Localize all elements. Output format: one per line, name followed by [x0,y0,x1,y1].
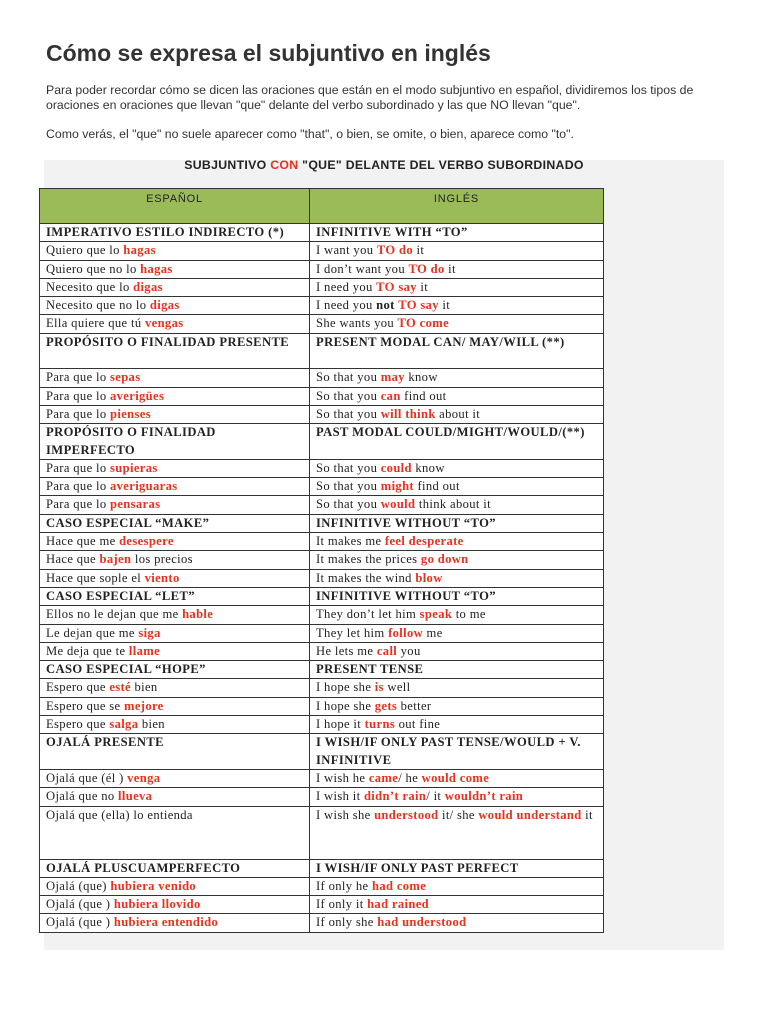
table-row [40,788,604,806]
highlighted-verb: vengas [144,316,184,331]
table-row [40,697,604,715]
cell-text: Necesito que lo [46,279,134,294]
spanish-cell [40,914,310,932]
highlighted-verb: desespere [119,534,174,549]
cell-text: think about it [415,497,491,512]
english-cell [310,224,604,242]
english-cell [310,587,604,605]
highlighted-verb: llueva [118,789,153,804]
highlighted-verb: hagas [123,243,156,258]
column-header-spanish: ESPAÑOL [40,189,310,224]
cell-text: If only he [316,878,372,893]
cell-text: Espero que [46,717,110,732]
cell-text: It makes the wind [316,570,416,585]
cell-text: Ojalá (que ) [46,915,114,930]
spanish-cell [40,624,310,642]
spanish-cell [40,859,310,877]
highlighted-verb: hubiera entendido [113,915,219,930]
english-cell [310,315,604,333]
cell-text: PAST MODAL COULD/MIGHT/WOULD/(**) [316,425,585,440]
cell-text: know [411,460,445,475]
english-cell [310,405,604,423]
spanish-cell [40,642,310,660]
highlighted-verb: came [368,770,399,785]
english-cell [310,877,604,895]
highlighted-verb: had come [371,878,427,893]
spanish-cell [40,278,310,296]
table-row [40,642,604,660]
highlighted-verb: had rained [367,897,430,912]
highlighted-verb: can [380,388,401,403]
table-row [40,679,604,697]
spanish-cell [40,679,310,697]
cell-text: OJALÁ PLUSCUAMPERFECTO [46,860,241,875]
cell-text: well [383,680,411,695]
highlighted-verb: hubiera llovido [113,897,201,912]
spanish-cell [40,788,310,806]
english-cell [310,478,604,496]
cell-text: it/ she [438,807,479,822]
spanish-cell [40,369,310,387]
spanish-cell [40,424,310,460]
spanish-cell [40,896,310,914]
highlighted-verb: would [380,497,416,512]
spanish-cell [40,716,310,734]
table-row [40,369,604,387]
cell-text: I need you [316,298,377,313]
spanish-cell [40,315,310,333]
english-cell [310,661,604,679]
cell-text: So that you [316,388,381,403]
highlighted-verb: call [376,643,398,658]
cell-text: I wish she [316,807,375,822]
english-cell [310,533,604,551]
cell-text: Ojalá (que) [46,878,111,893]
cell-text: So that you [316,479,381,494]
page-title: Cómo se expresa el subjuntivo en inglés [46,40,491,66]
highlighted-verb: understood [374,807,439,822]
cell-text: Hace que me [46,534,120,549]
caption-highlight: CON [270,158,299,172]
highlighted-verb: TO come [397,316,450,331]
cell-text: it [438,298,451,313]
english-cell [310,260,604,278]
cell-text: / he [398,770,422,785]
cell-text: it [416,279,429,294]
english-cell [310,734,604,770]
cell-text: know [404,370,438,385]
highlighted-verb: didn’t rain [363,789,427,804]
cell-text: I wish it [316,789,364,804]
cell-text: not [376,298,395,313]
english-cell [310,788,604,806]
section-row [40,424,604,460]
highlighted-verb: averiguaras [110,479,178,494]
highlighted-verb: venga [127,770,161,785]
english-cell [310,697,604,715]
table-row [40,551,604,569]
spanish-cell [40,242,310,260]
highlighted-verb: esté [109,680,131,695]
spanish-cell [40,697,310,715]
highlighted-verb: bajen [99,552,132,567]
cell-text: to me [452,607,486,622]
spanish-cell [40,387,310,405]
spanish-cell [40,551,310,569]
english-cell [310,369,604,387]
intro-paragraph: Para poder recordar cómo se dicen las oraciones que están en el modo subjuntivo en español, dividiremos los tipos de oraciones en oraciones que llevan "que" delante del verbo subordinado y las que NO llevan "que". [46,83,694,112]
cell-text: They don’t let him [316,607,420,622]
section-row [40,661,604,679]
english-cell [310,496,604,514]
highlighted-verb: TO do [408,261,445,276]
cell-text: Ojalá que no [46,789,119,804]
cell-text: So that you [316,497,381,512]
english-cell [310,624,604,642]
column-header-english: INGLÉS [310,189,604,224]
cell-text: Me deja que te [46,643,129,658]
cell-text: It makes me [316,534,385,549]
english-cell [310,387,604,405]
english-cell [310,242,604,260]
cell-text: PROPÓSITO O FINALIDAD IMPERFECTO [46,425,216,457]
cell-text: If only it [316,897,368,912]
english-cell [310,642,604,660]
table-row [40,242,604,260]
english-cell [310,806,604,859]
spanish-cell [40,606,310,624]
cell-text: INFINITIVE WITHOUT “TO” [316,588,496,603]
spanish-cell [40,806,310,859]
cell-text: out fine [395,717,441,732]
cell-text: Ojalá que (ella) lo entienda [46,807,193,822]
highlighted-verb: mejore [124,698,164,713]
highlighted-verb: pienses [110,406,151,421]
table-row [40,297,604,315]
cell-text: / it [426,789,445,804]
highlighted-verb: TO say [376,279,417,294]
cell-text: He lets me [316,643,377,658]
cell-text: I hope it [316,717,365,732]
highlighted-verb: could [380,460,412,475]
cell-text: Ellos no le dejan que me [46,607,183,622]
cell-text: it [581,807,593,822]
section-row [40,333,604,369]
highlighted-verb: pensaras [110,497,161,512]
english-cell [310,569,604,587]
cell-text: I want you [316,243,377,258]
cell-text: Necesito que no lo [46,298,150,313]
cell-text: I hope she [316,680,375,695]
cell-text: She wants you [316,316,398,331]
cell-text: I WISH/IF ONLY PAST PERFECT [316,860,519,875]
spanish-cell [40,478,310,496]
table-row [40,896,604,914]
cell-text: bien [131,680,158,695]
cell-text: Para que lo [46,406,111,421]
highlighted-verb: hubiera venido [110,878,197,893]
cell-text: They let him [316,625,389,640]
highlighted-verb: sepas [110,370,141,385]
cell-text: INFINITIVE WITH “TO” [316,225,468,239]
cell-text: IMPERATIVO ESTILO INDIRECTO (*) [46,225,285,239]
table-row [40,533,604,551]
cell-text: PRESENT MODAL CAN/ MAY/WILL (**) [316,334,565,349]
spanish-cell [40,297,310,315]
table-row [40,387,604,405]
cell-text: Quiero que no lo [46,261,141,276]
note-paragraph: Como verás, el "que" no suele aparecer como "that", o bien, se omite, o bien, aparece como "to". [46,127,574,141]
highlighted-verb: may [380,370,405,385]
highlighted-verb: supieras [110,460,158,475]
spanish-cell [40,533,310,551]
table-row [40,606,604,624]
cell-text: Para que lo [46,370,111,385]
cell-text: I don’t want you [316,261,409,276]
cell-text: Hace que [46,552,100,567]
highlighted-verb: viento [144,570,180,585]
english-cell [310,424,604,460]
cell-text: Le dejan que me [46,625,139,640]
highlighted-verb: follow [388,625,424,640]
cell-text: If only she [316,915,378,930]
highlighted-verb: speak [419,607,453,622]
highlighted-verb: llame [128,643,161,658]
cell-text: me [423,625,443,640]
section-row [40,224,604,242]
english-cell [310,679,604,697]
section-row [40,587,604,605]
table-row [40,278,604,296]
cell-text: Espero que [46,680,110,695]
table-row [40,315,604,333]
spanish-cell [40,661,310,679]
cell-text: I need you [316,279,377,294]
spanish-cell [40,569,310,587]
highlighted-verb: is [374,680,384,695]
spanish-cell [40,496,310,514]
highlighted-verb: TO say [398,298,439,313]
spanish-cell [40,405,310,423]
spanish-cell [40,459,310,477]
cell-text: CASO ESPECIAL “HOPE” [46,662,206,677]
highlighted-verb: hagas [140,261,173,276]
spanish-cell [40,734,310,770]
cell-text: you [397,643,421,658]
english-cell [310,859,604,877]
cell-text: it [413,243,425,258]
highlighted-verb: digas [149,298,180,313]
spanish-cell [40,587,310,605]
cell-text: OJALÁ PRESENTE [46,735,164,750]
cell-text: Hace que sople el [46,570,145,585]
spanish-cell [40,224,310,242]
table-row [40,914,604,932]
cell-text: Para que lo [46,479,111,494]
english-cell [310,896,604,914]
cell-text: INFINITIVE WITHOUT “TO” [316,515,496,530]
cell-text: So that you [316,370,381,385]
english-cell [310,459,604,477]
highlighted-verb: gets [374,698,398,713]
table-row [40,624,604,642]
table-row [40,716,604,734]
cell-text: about it [435,406,481,421]
highlighted-verb: siga [138,625,161,640]
highlighted-verb: TO do [376,243,414,258]
highlighted-verb: feel desperate [384,534,464,549]
table-row [40,478,604,496]
highlighted-verb: go down [420,552,469,567]
highlighted-verb: salga [109,717,139,732]
cell-text: Para que lo [46,497,111,512]
highlighted-verb: would understand [478,807,582,822]
english-cell [310,769,604,787]
cell-text: bien [138,717,165,732]
table-row [40,877,604,895]
section-row [40,859,604,877]
spanish-cell [40,333,310,369]
cell-text: Ella quiere que tú [46,316,145,331]
table-caption [44,158,724,172]
table-row [40,260,604,278]
cell-text: PRESENT TENSE [316,662,424,677]
highlighted-verb: might [380,479,414,494]
cell-text: find out [413,479,460,494]
cell-text: CASO ESPECIAL “LET” [46,588,195,603]
table-row [40,405,604,423]
cell-text: Ojalá (que ) [46,897,114,912]
spanish-cell [40,514,310,532]
english-cell [310,716,604,734]
english-cell [310,297,604,315]
highlighted-verb: hable [182,607,214,622]
cell-text: I WISH/IF ONLY PAST TENSE/WOULD + V. INFINITIVE [316,735,581,767]
english-cell [310,514,604,532]
cell-text: find out [400,388,447,403]
cell-text: I hope she [316,698,375,713]
caption-pre: SUBJUNTIVO [184,158,271,172]
cell-text: it [444,261,456,276]
english-cell [310,333,604,369]
cell-text: Para que lo [46,460,111,475]
subjunctive-table [39,188,604,933]
table-row [40,569,604,587]
cell-text: CASO ESPECIAL “MAKE” [46,515,210,530]
highlighted-verb: had understood [377,915,467,930]
cell-text: PROPÓSITO O FINALIDAD PRESENTE [46,334,290,349]
cell-text: better [397,698,432,713]
caption-post: "QUE" DELANTE DEL VERBO SUBORDINADO [298,158,584,172]
english-cell [310,278,604,296]
cell-text: Ojalá que (él ) [46,770,128,785]
table-header-row [40,189,604,224]
table-row [40,459,604,477]
english-cell [310,606,604,624]
spanish-cell [40,260,310,278]
table-row [40,806,604,859]
spanish-cell [40,877,310,895]
cell-text: It makes the prices [316,552,421,567]
english-cell [310,914,604,932]
highlighted-verb: wouldn’t rain [444,789,524,804]
section-row [40,734,604,770]
highlighted-verb: turns [364,717,396,732]
cell-text: Para que lo [46,388,111,403]
cell-text: I wish he [316,770,369,785]
section-row [40,514,604,532]
cell-text: los precios [131,552,193,567]
highlighted-verb: averigües [110,388,165,403]
highlighted-verb: digas [133,279,163,294]
highlighted-verb: would come [421,770,490,785]
table-row [40,769,604,787]
highlighted-verb: blow [415,570,443,585]
cell-text: So that you [316,460,381,475]
highlighted-verb: will think [380,406,436,421]
cell-text: Espero que se [46,698,124,713]
cell-text: So that you [316,406,381,421]
cell-text: Quiero que lo [46,243,124,258]
english-cell [310,551,604,569]
spanish-cell [40,769,310,787]
table-row [40,496,604,514]
